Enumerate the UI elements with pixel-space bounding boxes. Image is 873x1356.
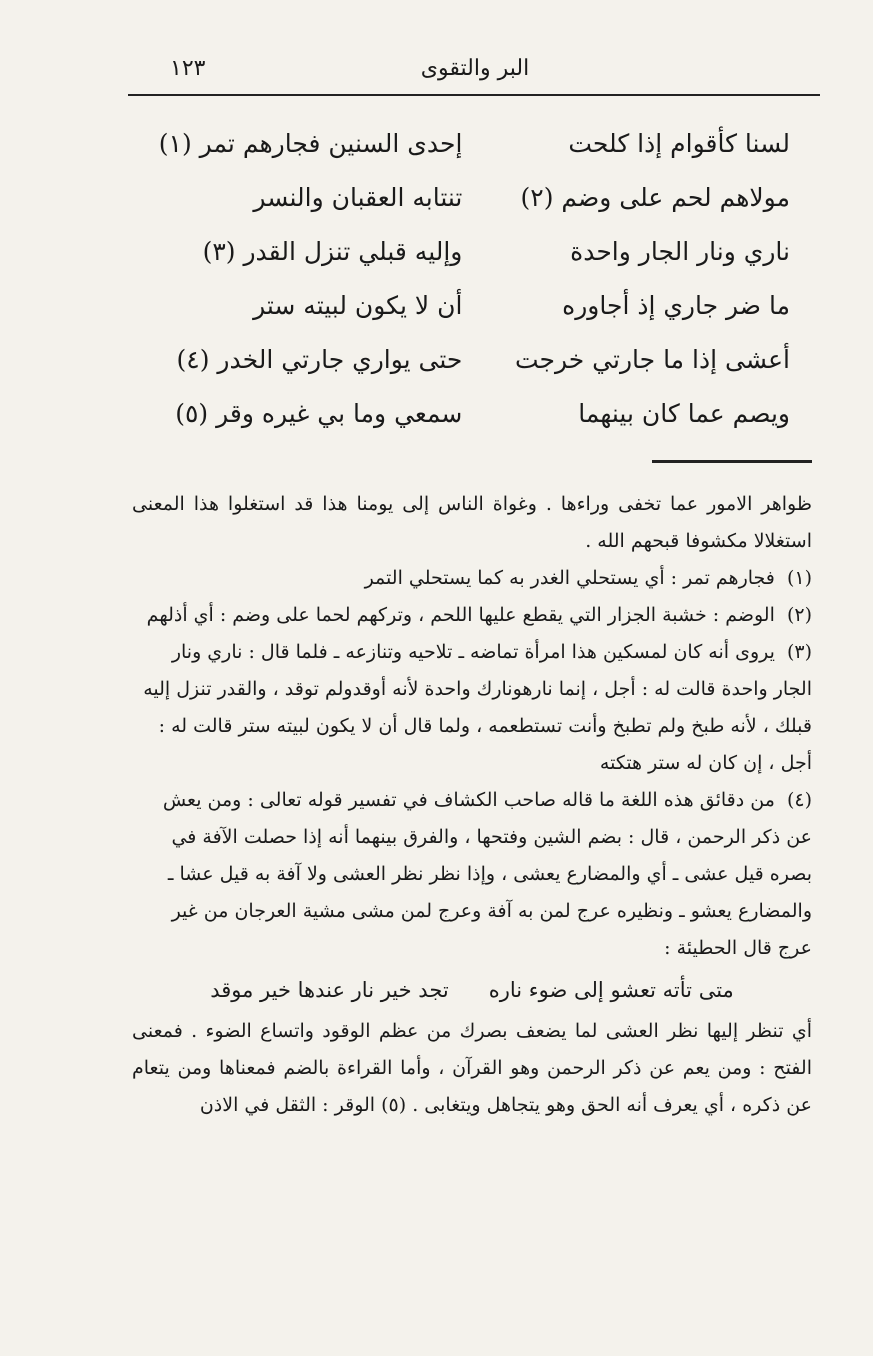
quoted-verse <box>132 967 812 1013</box>
verse-first-half: مولاهم لحم على وضم (٢) <box>520 182 790 212</box>
intro-paragraph: ظواهر الامور عما تخفى وراءها . وغواة الناس إلى يومنا هذا قد استغلوا هذا المعنى استغلالا مكشوفا قبحهم الله . <box>132 493 812 552</box>
poem <box>160 116 790 440</box>
footnote-number: (٤) <box>786 789 812 811</box>
page-number: ١٢٣ <box>170 56 206 81</box>
footnotes-section <box>132 486 812 1124</box>
footnote-text: الوضم : خشبة الجزار التي يقطع عليها اللحم ، وتركهم لحما على وضم : أي أذلهم <box>146 604 775 626</box>
verse-first-half: ويصم عما كان بينهما <box>578 398 790 428</box>
verse-first-half: أعشى إذا ما جارتي خرجت <box>514 344 790 374</box>
poem-verse <box>160 170 790 224</box>
footnote <box>132 782 812 967</box>
verse-second-half: إحدى السنين فجارهم تمر (١) <box>158 128 463 158</box>
footnote <box>132 634 812 782</box>
poem-verse <box>160 278 790 332</box>
footnote-number: (٣) <box>786 641 812 663</box>
footnote-separator <box>652 460 812 463</box>
verse-second-half: تنتابه العقبان والنسر <box>253 182 463 212</box>
page-header <box>130 54 820 90</box>
footnote <box>132 597 812 634</box>
poem-verse <box>160 224 790 278</box>
footnote-text: يروى أنه كان لمسكين هذا امرأة تماضه ـ تلاحيه وتنازعه ـ فلما قال : ناري ونار الجار واحدة قالت له : أجل ، إنما نارهونارك واحدة لأنه أوقدولم توقد ، والقدر تنزل إليه قبلك ، لأنه طبخ ولم تطبخ وأنت تستطعمه ، ولما قال أن لا يكون لبيته ستر قالت له : أجل ، إن كان له ستر هتكته <box>143 641 812 774</box>
verse-second-half: وإليه قبلي تنزل القدر (٣) <box>202 236 463 266</box>
verse-second-half: حتى يواري جارتي الخدر (٤) <box>176 344 463 374</box>
verse-second-half: أن لا يكون لبيته ستر <box>253 290 463 320</box>
verse-first-half: ما ضر جاري إذ أجاوره <box>562 290 790 320</box>
footnote-text: فجارهم تمر : أي يستحلي الغدر به كما يستحلي التمر <box>364 567 775 589</box>
footnote-number: (٢) <box>786 604 812 626</box>
verse-first-half: ناري ونار الجار واحدة <box>570 236 790 266</box>
verse-first-half: لسنا كأقوام إذا كلحت <box>568 128 790 158</box>
header-rule <box>128 94 820 96</box>
poem-verse <box>160 386 790 440</box>
footnote-number: (١) <box>786 567 812 589</box>
poem-verse <box>160 116 790 170</box>
running-title: البر والتقوى <box>420 56 530 81</box>
poem-verse <box>160 332 790 386</box>
closing-paragraph: أي تنظر إليها نظر العشى لما يضعف بصرك من عظم الوقود واتساع الضوء . فمعنى الفتح : ومن يعم عن ذكر الرحمن وهو القرآن ، وأما القراءة بالضم فمعناها ومن يتعام عن ذكره ، أي يعرف أنه الحق وهو يتجاهل ويتغابى . (٥) الوقر : الثقل في الاذن <box>132 1020 812 1116</box>
footnote <box>132 560 812 597</box>
quoted-verse-second-half: تجد خير نار عندها خير موقد <box>210 977 449 1002</box>
footnote-text: من دقائق هذه اللغة ما قاله صاحب الكشاف في تفسير قوله تعالى : ومن يعش عن ذكر الرحمن ، قال : بضم الشين وفتحها ، والفرق بينهما أنه إذا حصلت الآفة في بصره قيل عشى ـ أي والمضارع يعشى ، وإذا نظر نظر العشى ولا آفة به قيل عشا ـ والمضارع يعشو ـ ونظيره عرج لمن به آفة وعرج لمن مشى مشية العرجان من غير عرج قال الحطيئة : <box>162 789 812 959</box>
verse-second-half: سمعي وما بي غيره وقر (٥) <box>175 398 463 428</box>
quoted-verse-first-half: متى تأته تعشو إلى ضوء ناره <box>488 977 734 1002</box>
